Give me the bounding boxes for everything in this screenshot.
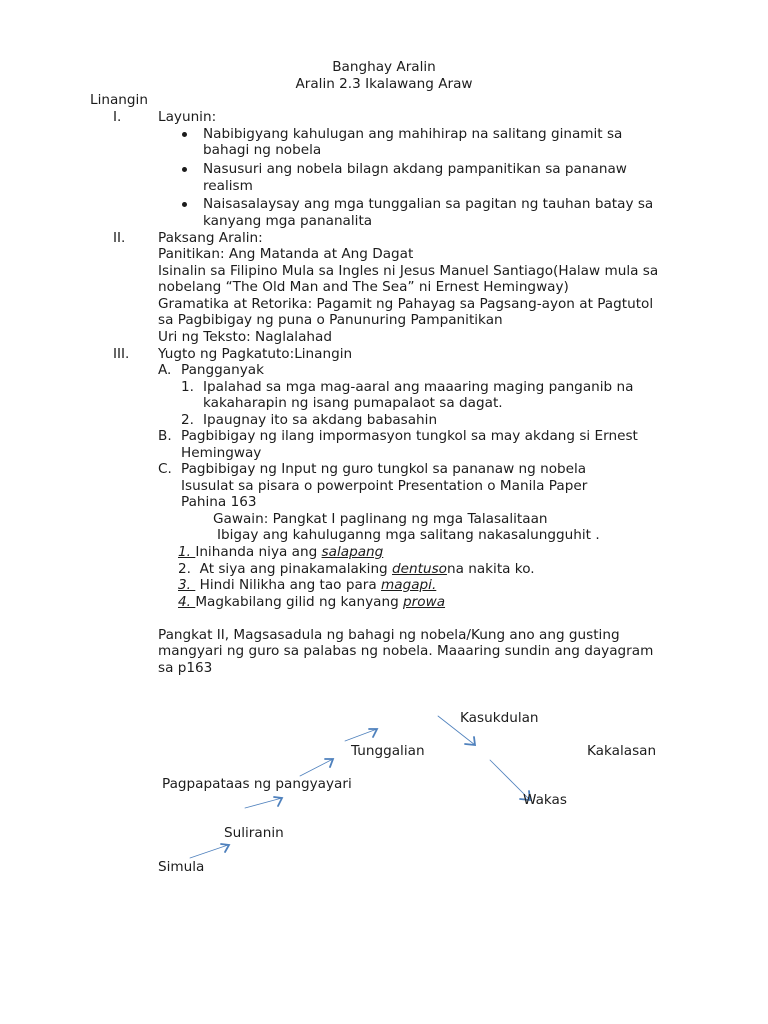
- vocab-after: na nakita ko.: [446, 561, 535, 577]
- pangkat2-line-2: mangyari ng guro sa palabas ng nobela. Maaaring sundin ang dayagram: [158, 643, 654, 659]
- arrow-head: [325, 759, 333, 767]
- arrow-line: [245, 798, 282, 808]
- label-pagpapataas: Pagpapataas ng pangyayari: [162, 776, 352, 792]
- part2-heading: Paksang Aralin:: [158, 230, 263, 246]
- part1-numeral: I.: [113, 109, 122, 125]
- part3-c-line-3: Pahina 163: [181, 494, 257, 510]
- vocab-word: prowa: [403, 594, 446, 610]
- objective-3-line-1: Naisasalaysay ang mga tunggalian sa pagitan ng tauhan batay sa: [203, 196, 654, 212]
- vocab-word: dentuso: [392, 561, 447, 577]
- arrow-line: [300, 759, 333, 776]
- document-subtitle: Aralin 2.3 Ikalawang Araw: [295, 76, 473, 92]
- objective-2-line-2: realism: [203, 178, 253, 194]
- part3-c-line-2: Isusulat sa pisara o powerpoint Presentation o Manila Paper: [181, 478, 588, 494]
- vocab-num: 2.: [178, 561, 191, 577]
- vocab-num: 4.: [178, 594, 191, 610]
- label-simula: Simula: [158, 859, 205, 875]
- part2-line-1: Panitikan: Ang Matanda at Ang Dagat: [158, 246, 414, 262]
- arrow-line: [190, 845, 228, 858]
- part3-c-label: C.: [158, 461, 172, 477]
- part3-b-line-2: Hemingway: [181, 445, 262, 461]
- arrow-head: [221, 844, 229, 852]
- label-suliranin: Suliranin: [224, 825, 284, 841]
- part2-numeral: II.: [113, 230, 126, 246]
- gawain-line-1: Gawain: Pangkat I paglinang ng mga Talasalitaan: [213, 511, 548, 527]
- vocab-before: At siya ang pinakamalaking: [199, 561, 393, 577]
- a-item-2-line-1: Ipaugnay ito sa akdang babasahin: [203, 412, 438, 428]
- gawain-line-2: Ibigay ang kahuluganng mga salitang nakasalungguhit .: [217, 527, 600, 543]
- part3-c-line-1: Pagbibigay ng Input ng guro tungkol sa pananaw ng nobela: [181, 461, 587, 477]
- vocab-before: Magkabilang gilid ng kanyang: [195, 594, 404, 610]
- part2-line-6: Uri ng Teksto: Naglalahad: [158, 329, 332, 345]
- arrow-line: [345, 729, 377, 741]
- label-tunggalian: Tunggalian: [351, 743, 425, 759]
- part3-a-label: A.: [158, 362, 172, 378]
- label-kasukdulan: Kasukdulan: [460, 710, 539, 726]
- a-item-2-num: 2.: [181, 412, 194, 428]
- objective-1-line-2: bahagi ng nobela: [203, 142, 322, 158]
- section-label: Linangin: [90, 92, 148, 108]
- part3-a-text: Pangganyak: [181, 362, 264, 378]
- part3-b-label: B.: [158, 428, 172, 444]
- objective-3-line-2: kanyang mga pananalita: [203, 213, 373, 229]
- pangkat2-line-3: sa p163: [158, 660, 213, 676]
- part2-line-5: sa Pagbibigay ng puna o Panunuring Pampanitikan: [158, 312, 503, 328]
- part2-line-4: Gramatika at Retorika: Pagamit ng Pahayag sa Pagsang-ayon at Pagtutol: [158, 296, 654, 312]
- vocab-before: Hindi Nilikha ang tao para: [199, 577, 382, 593]
- vocab-before: Inihanda niya ang: [195, 544, 322, 560]
- part3-heading: Yugto ng Pagkatuto:Linangin: [158, 346, 353, 362]
- pangkat2-line-1: Pangkat II, Magsasadula ng bahagi ng nobela/Kung ano ang gusting: [158, 627, 620, 643]
- label-wakas: Wakas: [523, 792, 567, 808]
- part2-line-3: nobelang “The Old Man and The Sea” ni Ernest Hemingway): [158, 279, 569, 295]
- vocab-word: salapang: [321, 544, 384, 560]
- part1-heading: Layunin:: [158, 109, 217, 125]
- arrow-head: [274, 797, 282, 806]
- a-item-1-num: 1.: [181, 379, 194, 395]
- vocab-num: 1.: [178, 544, 191, 560]
- a-item-1-line-2: kakaharapin ng isang pumapalaot sa dagat.: [203, 395, 503, 411]
- vocab-num: 3.: [178, 577, 191, 593]
- part3-b-line-1: Pagbibigay ng ilang impormasyon tungkol sa may akdang si Ernest: [181, 428, 638, 444]
- vocab-word: magapi.: [381, 577, 437, 593]
- part2-line-2: Isinalin sa Filipino Mula sa Ingles ni Jesus Manuel Santiago(Halaw mula sa: [158, 263, 659, 279]
- label-kakalasan: Kakalasan: [587, 743, 657, 759]
- objective-1-line-1: Nabibigyang kahulugan ang mahihirap na salitang ginamit sa: [203, 126, 623, 142]
- objective-2-line-1: Nasusuri ang nobela bilagn akdang pampanitikan sa pananaw: [203, 161, 627, 177]
- a-item-1-line-1: Ipalahad sa mga mag-aaral ang maaaring maging panganib na: [203, 379, 634, 395]
- part3-numeral: III.: [113, 346, 130, 362]
- document-title: Banghay Aralin: [332, 59, 436, 75]
